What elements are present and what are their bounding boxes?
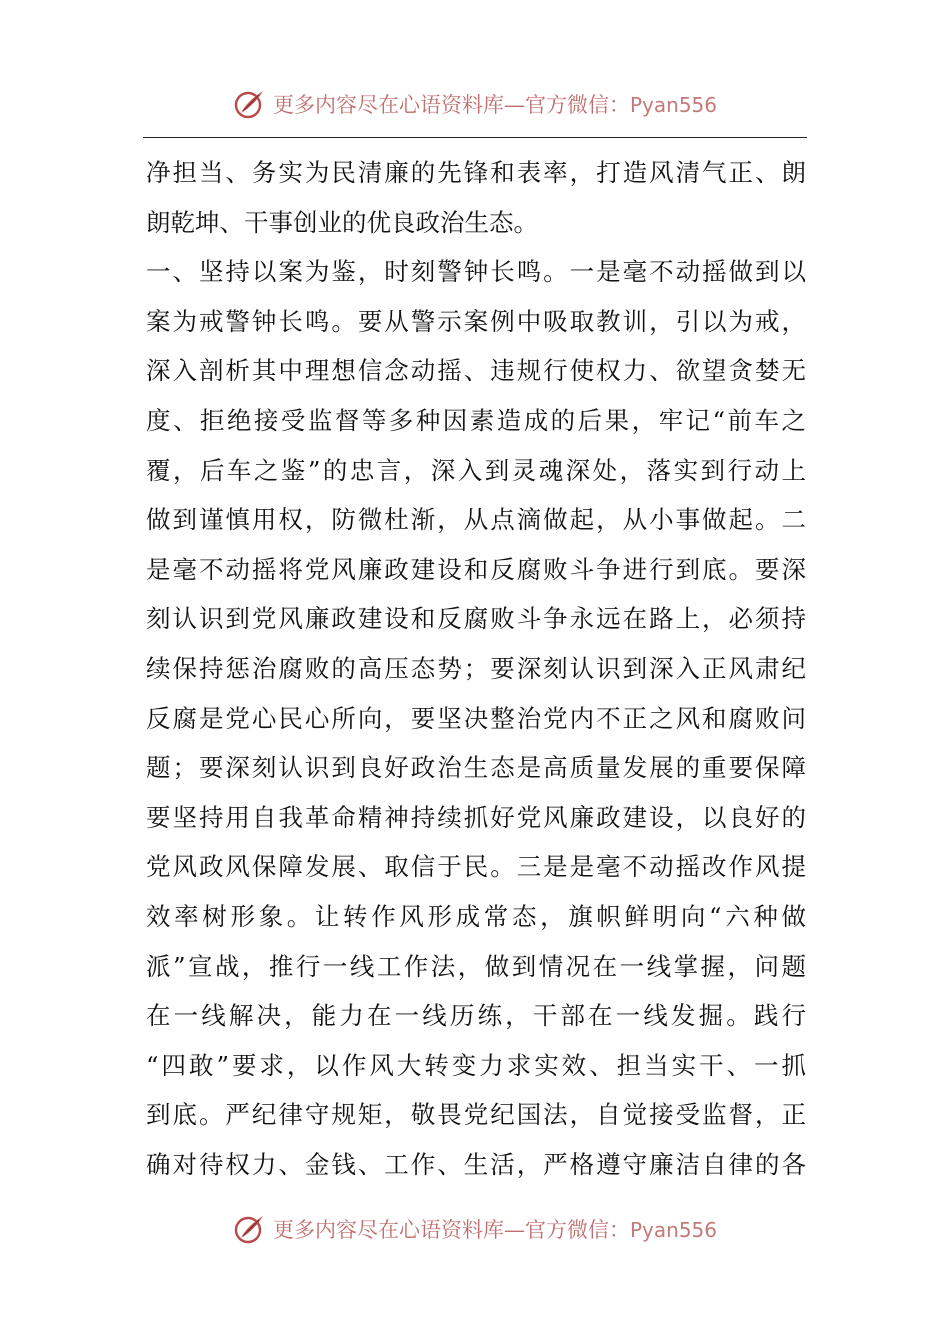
wechat-id: Pyan556 bbox=[629, 93, 717, 117]
body-line: 一、坚持以案为鉴，时刻警钟长鸣。一是毫不动摇做到以 bbox=[146, 257, 806, 287]
body-line: 续保持惩治腐败的高压态势；要深刻认识到深入正风肃纪 bbox=[146, 653, 806, 683]
body-line: 在一线解决，能力在一线历练，干部在一线发掘。践行 bbox=[146, 1001, 806, 1031]
wechat-id: Pyan556 bbox=[629, 1218, 717, 1242]
body-line: 案为戒警钟长鸣。要从警示案例中吸取教训，引以为戒， bbox=[146, 306, 806, 336]
body-line: 覆，后车之鉴”的忠言，深入到灵魂深处，落实到行动上 bbox=[146, 455, 806, 485]
body-line: 要坚持用自我革命精神持续抓好党风廉政建设，以良好的 bbox=[146, 802, 806, 832]
body-line: 是毫不动摇将党风廉政建设和反腐败斗争进行到底。要深 bbox=[146, 554, 806, 584]
header-divider bbox=[143, 137, 807, 138]
body-line: 度、拒绝接受监督等多种因素造成的后果，牢记“前车之 bbox=[146, 405, 806, 435]
body-line: 效率树形象。让转作风形成常态，旗帜鲜明向“六种做 bbox=[146, 901, 806, 931]
body-line: “四敢”要求，以作风大转变力求实效、担当实干、一抓 bbox=[146, 1050, 806, 1080]
body-line: 深入剖析其中理想信念动摇、违规行使权力、欲望贪婪无 bbox=[146, 356, 806, 386]
body-line: 确对待权力、金钱、工作、生活，严格遵守廉洁自律的各 bbox=[146, 1149, 806, 1179]
quill-logo-icon bbox=[233, 87, 267, 121]
body-line: 净担当、务实为民清廉的先锋和表率，打造风清气正、朗 bbox=[146, 158, 806, 187]
header-watermark-banner bbox=[0, 84, 950, 124]
watermark-text: 更多内容尽在心语资料库—官方微信：Pyan556 bbox=[272, 93, 717, 117]
body-line: 朗乾坤、干事创业的优良政治生态。 bbox=[146, 207, 538, 237]
body-line: 刻认识到党风廉政建设和反腐败斗争永远在路上，必须持 bbox=[146, 604, 806, 634]
quill-logo-icon bbox=[233, 1212, 267, 1246]
body-line: 题；要深刻认识到良好政治生态是高质量发展的重要保障 bbox=[146, 753, 806, 783]
body-line: 反腐是党心民心所向，要坚决整治党内不正之风和腐败问 bbox=[146, 703, 806, 733]
footer-watermark-banner bbox=[0, 1209, 950, 1249]
watermark-text: 更多内容尽在心语资料库—官方微信：Pyan556 bbox=[272, 1218, 717, 1242]
body-line: 党风政风保障发展、取信于民。三是是毫不动摇改作风提 bbox=[146, 852, 806, 882]
body-line: 做到谨慎用权，防微杜渐，从点滴做起，从小事做起。二 bbox=[146, 505, 806, 535]
document-body bbox=[146, 148, 806, 1189]
body-line: 到底。严纪律守规矩，敬畏党纪国法，自觉接受监督，正 bbox=[146, 1100, 806, 1130]
body-line: 派”宣战，推行一线工作法，做到情况在一线掌握，问题 bbox=[146, 951, 806, 981]
